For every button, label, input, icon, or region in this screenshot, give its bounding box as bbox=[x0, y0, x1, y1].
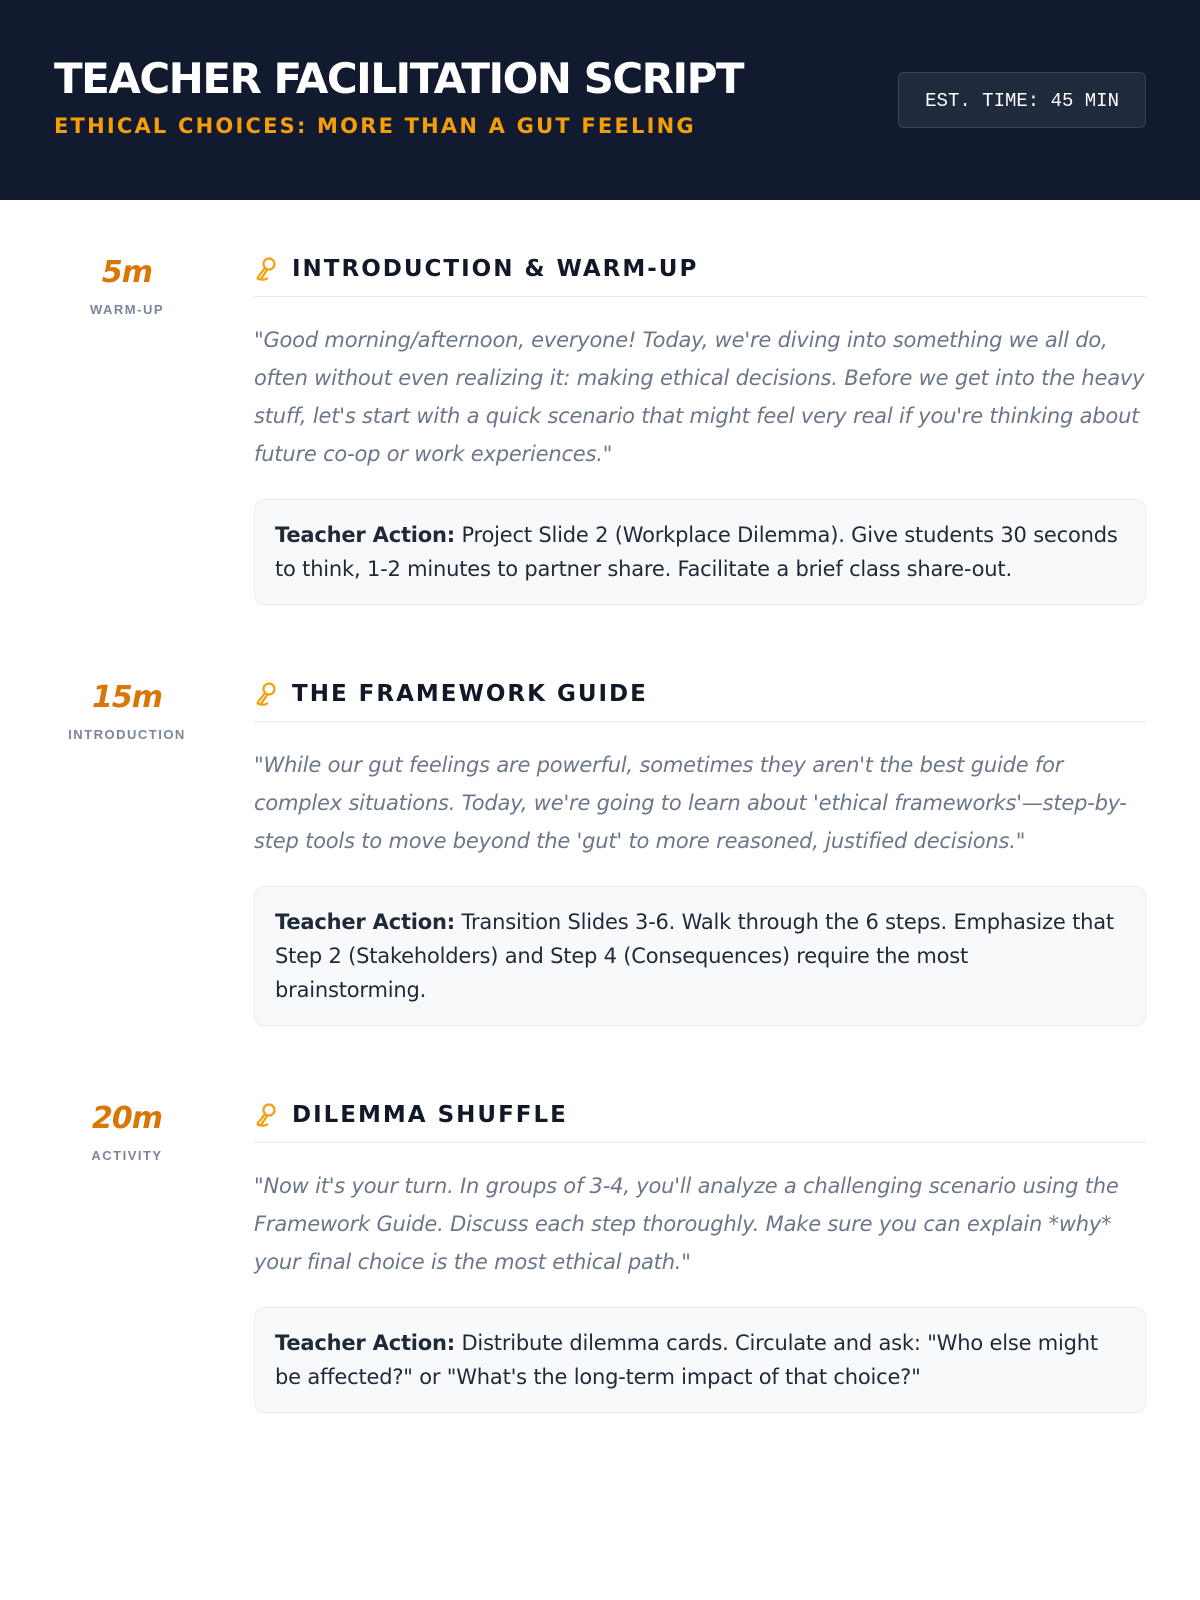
phase-label: ACTIVITY bbox=[91, 1148, 163, 1163]
teacher-action-text: Distribute dilemma cards. Circulate and ask: "Who else might be affected?" or "What's the long-term impact of that choice?" bbox=[275, 1331, 1098, 1389]
section-time bbox=[54, 681, 254, 1026]
section-title: INTRODUCTION & WARM-UP bbox=[292, 256, 699, 282]
page-header bbox=[0, 0, 1200, 200]
section-time bbox=[54, 1102, 254, 1413]
section-activity bbox=[54, 1102, 1146, 1413]
teacher-action-label: Teacher Action: bbox=[275, 1331, 455, 1355]
script-text: "While our gut feelings are powerful, sometimes they aren't the best guide for complex situations. Today, we're going to learn about 'ethical frameworks'—step-by-step tools to move beyond the 'gut' to more reasoned, justified decisions." bbox=[254, 753, 1127, 853]
section-header bbox=[254, 256, 1146, 297]
teacher-action-box bbox=[254, 886, 1146, 1026]
microphone-icon bbox=[254, 1102, 278, 1128]
script-text: "Good morning/afternoon, everyone! Today, we're diving into something we all do, often without even realizing it: making ethical decisions. Before we get into the heavy stuff, let's start with a quick scenario that might feel very real if you're thinking about future co-op or work experiences." bbox=[254, 328, 1145, 466]
section-title: THE FRAMEWORK GUIDE bbox=[292, 681, 648, 707]
teacher-action-label: Teacher Action: bbox=[275, 523, 455, 547]
teacher-action-text: Project Slide 2 (Workplace Dilemma). Give students 30 seconds to think, 1-2 minutes to partner share. Facilitate a brief class share-out. bbox=[275, 523, 1118, 581]
teacher-action-box bbox=[254, 499, 1146, 605]
header-titles bbox=[54, 54, 744, 138]
phase-label: WARM-UP bbox=[89, 302, 165, 317]
microphone-icon bbox=[254, 256, 278, 282]
section-time bbox=[54, 256, 254, 605]
duration-label: 5m bbox=[101, 255, 153, 290]
section-warm-up bbox=[54, 256, 1146, 605]
script-text: "Now it's your turn. In groups of 3-4, you'll analyze a challenging scenario using the Framework Guide. Discuss each step thoroughly. Make sure you can explain *why* your final choice is the most ethical path." bbox=[254, 1174, 1119, 1274]
section-header bbox=[254, 1102, 1146, 1143]
teacher-action-box bbox=[254, 1307, 1146, 1413]
section-title: DILEMMA SHUFFLE bbox=[292, 1102, 568, 1128]
section-content bbox=[254, 681, 1146, 1026]
script-sections bbox=[0, 200, 1200, 1413]
duration-label: 15m bbox=[91, 680, 162, 715]
section-header bbox=[254, 681, 1146, 722]
phase-label: INTRODUCTION bbox=[68, 727, 186, 742]
est-time-badge: EST. TIME: 45 MIN bbox=[898, 72, 1146, 128]
page-subtitle: ETHICAL CHOICES: MORE THAN A GUT FEELING bbox=[54, 114, 696, 138]
teacher-action-text: Transition Slides 3-6. Walk through the 6 steps. Emphasize that Step 2 (Stakeholders) and Step 4 (Consequences) require the most brainstorming. bbox=[275, 910, 1114, 1002]
duration-label: 20m bbox=[91, 1101, 162, 1136]
microphone-icon bbox=[254, 681, 278, 707]
section-content bbox=[254, 256, 1146, 605]
teacher-action-label: Teacher Action: bbox=[275, 910, 455, 934]
section-introduction bbox=[54, 681, 1146, 1026]
page-title: TEACHER FACILITATION SCRIPT bbox=[54, 54, 744, 103]
section-content bbox=[254, 1102, 1146, 1413]
